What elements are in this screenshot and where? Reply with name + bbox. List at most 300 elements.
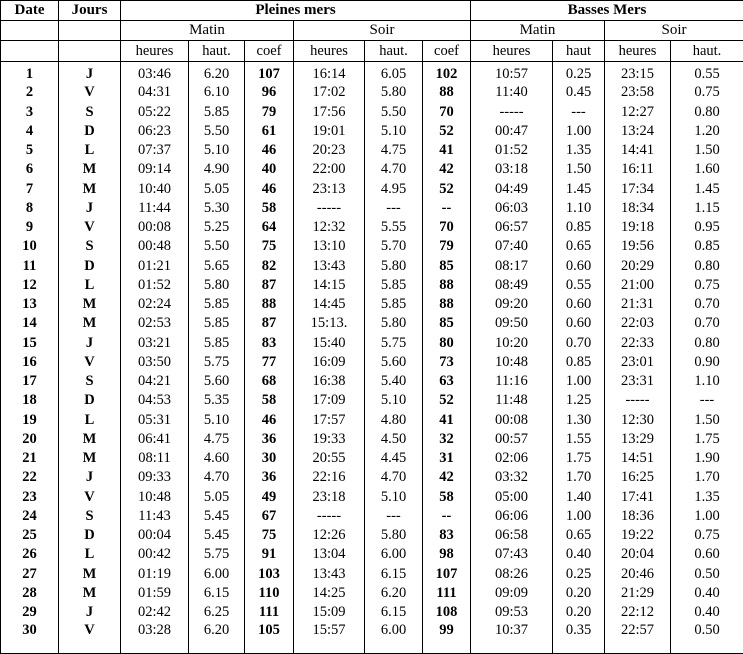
cell-pm-matin-coef: 77	[245, 353, 294, 372]
cell-pm-matin-heures: 02:42	[121, 603, 189, 622]
cell-pm-soir-haut: 5.50	[365, 103, 423, 122]
cell-bm-matin-haut: 1.40	[553, 488, 605, 507]
cell-pm-matin-coef: 110	[245, 584, 294, 603]
cell-bm-soir-haut: 1.20	[671, 122, 743, 141]
header-pm-matin: Matin	[121, 21, 294, 41]
cell-pm-matin-heures: 04:31	[121, 83, 189, 102]
cell-pm-matin-haut: 6.10	[189, 83, 245, 102]
cell-pm-soir-coef: 88	[423, 83, 471, 102]
cell-date: 8	[1, 199, 59, 218]
cell-bm-soir-haut: 1.50	[671, 141, 743, 160]
cell-pm-matin-heures: 00:08	[121, 218, 189, 237]
cell-bm-soir-haut: 1.10	[671, 372, 743, 391]
cell-bm-soir-heures: 23:31	[605, 372, 671, 391]
cell-jour: J	[59, 603, 121, 622]
cell-pm-soir-coef: 73	[423, 353, 471, 372]
cell-pm-matin-coef: 75	[245, 526, 294, 545]
cell-bm-matin-heures: 08:17	[471, 257, 553, 276]
cell-jour: V	[59, 353, 121, 372]
table-row	[1, 199, 743, 218]
cell-pm-matin-coef: 36	[245, 430, 294, 449]
cell-pm-soir-coef: 111	[423, 584, 471, 603]
cell-bm-matin-haut: 0.55	[553, 276, 605, 295]
cell-pm-soir-haut: 6.15	[365, 565, 423, 584]
cell-bm-matin-haut: 1.35	[553, 141, 605, 160]
cell-bm-soir-heures: 17:34	[605, 180, 671, 199]
cell-pm-matin-heures: 04:21	[121, 372, 189, 391]
cell-bm-soir-haut: 0.75	[671, 83, 743, 102]
table-row	[1, 103, 743, 122]
cell-bm-matin-haut: 0.20	[553, 584, 605, 603]
cell-bm-soir-haut: 1.60	[671, 160, 743, 179]
table-row	[1, 218, 743, 237]
cell-pm-matin-haut: 5.85	[189, 295, 245, 314]
header-date-blank	[1, 21, 59, 41]
cell-pm-matin-heures: 01:59	[121, 584, 189, 603]
cell-pm-matin-haut: 4.60	[189, 449, 245, 468]
cell-bm-soir-haut: 0.60	[671, 545, 743, 564]
cell-bm-soir-heures: 16:11	[605, 160, 671, 179]
cell-pm-matin-haut: 6.20	[189, 622, 245, 653]
table-row	[1, 411, 743, 430]
cell-pm-soir-coef: --	[423, 507, 471, 526]
cell-bm-matin-haut: 1.00	[553, 372, 605, 391]
cell-bm-matin-heures: 08:49	[471, 276, 553, 295]
cell-pm-matin-heures: 08:11	[121, 449, 189, 468]
cell-pm-matin-haut: 5.80	[189, 276, 245, 295]
cell-jour: S	[59, 237, 121, 256]
cell-jour: M	[59, 314, 121, 333]
cell-pm-soir-heures: 13:43	[294, 257, 365, 276]
cell-bm-soir-heures: 22:12	[605, 603, 671, 622]
cell-date: 22	[1, 468, 59, 487]
cell-date: 2	[1, 83, 59, 102]
cell-pm-soir-heures: 16:38	[294, 372, 365, 391]
cell-bm-matin-haut: 0.60	[553, 295, 605, 314]
cell-pm-soir-coef: 83	[423, 526, 471, 545]
cell-pm-matin-coef: 46	[245, 411, 294, 430]
cell-pm-soir-heures: 22:00	[294, 160, 365, 179]
cell-pm-soir-heures: 12:32	[294, 218, 365, 237]
table-row	[1, 334, 743, 353]
cell-pm-matin-coef: 61	[245, 122, 294, 141]
cell-bm-matin-haut: 0.65	[553, 237, 605, 256]
cell-bm-matin-heures: 10:20	[471, 334, 553, 353]
cell-pm-matin-haut: 5.85	[189, 103, 245, 122]
cell-pm-matin-coef: 67	[245, 507, 294, 526]
cell-pm-soir-haut: 5.75	[365, 334, 423, 353]
cell-pm-soir-haut: 5.10	[365, 122, 423, 141]
cell-pm-soir-haut: ---	[365, 199, 423, 218]
cell-pm-soir-haut: 5.10	[365, 488, 423, 507]
cell-pm-soir-heures: 14:15	[294, 276, 365, 295]
cell-pm-soir-coef: 52	[423, 180, 471, 199]
table-row	[1, 276, 743, 295]
cell-pm-matin-haut: 6.25	[189, 603, 245, 622]
cell-pm-matin-coef: 88	[245, 295, 294, 314]
cell-pm-soir-haut: 6.00	[365, 545, 423, 564]
cell-bm-soir-haut: 0.70	[671, 314, 743, 333]
cell-jour: S	[59, 507, 121, 526]
header-basses-mers: Basses Mers	[471, 1, 743, 21]
cell-bm-matin-heures: -----	[471, 103, 553, 122]
cell-date: 18	[1, 391, 59, 410]
cell-bm-matin-heures: 03:32	[471, 468, 553, 487]
cell-pm-matin-coef: 49	[245, 488, 294, 507]
cell-jour: J	[59, 468, 121, 487]
cell-pm-matin-haut: 5.85	[189, 314, 245, 333]
cell-bm-matin-heures: 06:06	[471, 507, 553, 526]
cell-pm-matin-heures: 03:50	[121, 353, 189, 372]
table-row	[1, 468, 743, 487]
cell-pm-soir-heures: 15:09	[294, 603, 365, 622]
cell-pm-soir-heures: 13:10	[294, 237, 365, 256]
cell-bm-matin-haut: 1.70	[553, 468, 605, 487]
table-row	[1, 430, 743, 449]
cell-pm-matin-coef: 107	[245, 62, 294, 84]
cell-pm-soir-coef: 107	[423, 565, 471, 584]
cell-bm-soir-heures: 19:22	[605, 526, 671, 545]
cell-pm-soir-coef: 42	[423, 160, 471, 179]
header-date: Date	[1, 1, 59, 21]
cell-pm-matin-heures: 05:31	[121, 411, 189, 430]
col-pm-matin-heures: heures	[121, 41, 189, 62]
cell-bm-soir-haut: 0.80	[671, 334, 743, 353]
cell-pm-matin-coef: 75	[245, 237, 294, 256]
cell-pm-matin-heures: 04:53	[121, 391, 189, 410]
cell-bm-matin-haut: 0.20	[553, 603, 605, 622]
cell-bm-soir-heures: 16:25	[605, 468, 671, 487]
cell-date: 27	[1, 565, 59, 584]
cell-jour: J	[59, 62, 121, 84]
table-header	[1, 1, 743, 62]
cell-pm-matin-heures: 01:19	[121, 565, 189, 584]
cell-bm-soir-heures: 17:41	[605, 488, 671, 507]
cell-date: 21	[1, 449, 59, 468]
table-row	[1, 622, 743, 653]
cell-bm-matin-heures: 03:18	[471, 160, 553, 179]
cell-pm-matin-heures: 03:21	[121, 334, 189, 353]
cell-date: 20	[1, 430, 59, 449]
cell-pm-soir-haut: 4.95	[365, 180, 423, 199]
cell-bm-matin-heures: 06:58	[471, 526, 553, 545]
cell-jour: J	[59, 334, 121, 353]
cell-bm-matin-heures: 11:40	[471, 83, 553, 102]
cell-pm-soir-haut: 5.10	[365, 391, 423, 410]
table-row	[1, 507, 743, 526]
col-bm-soir-heures: heures	[605, 41, 671, 62]
cell-pm-soir-coef: 88	[423, 276, 471, 295]
col-bm-soir-haut: haut.	[671, 41, 743, 62]
cell-bm-soir-haut: 1.50	[671, 411, 743, 430]
cell-pm-matin-haut: 6.20	[189, 62, 245, 84]
cell-bm-soir-haut: 1.75	[671, 430, 743, 449]
header-date-blank-2	[1, 41, 59, 62]
cell-bm-soir-heures: 23:01	[605, 353, 671, 372]
cell-jour: M	[59, 565, 121, 584]
cell-jour: M	[59, 584, 121, 603]
cell-pm-soir-haut: 5.85	[365, 295, 423, 314]
cell-pm-matin-haut: 4.75	[189, 430, 245, 449]
cell-jour: M	[59, 295, 121, 314]
cell-bm-matin-heures: 02:06	[471, 449, 553, 468]
cell-pm-soir-coef: 108	[423, 603, 471, 622]
cell-pm-matin-haut: 5.05	[189, 180, 245, 199]
cell-pm-soir-heures: -----	[294, 507, 365, 526]
cell-pm-matin-haut: 5.10	[189, 411, 245, 430]
cell-bm-soir-haut: 1.00	[671, 507, 743, 526]
cell-bm-soir-haut: 0.40	[671, 584, 743, 603]
cell-pm-soir-haut: 5.80	[365, 257, 423, 276]
cell-pm-matin-coef: 91	[245, 545, 294, 564]
col-pm-matin-haut: haut.	[189, 41, 245, 62]
table-row	[1, 237, 743, 256]
cell-pm-soir-coef: 88	[423, 295, 471, 314]
header-pleines-mers: Pleines mers	[121, 1, 471, 21]
cell-pm-soir-heures: -----	[294, 199, 365, 218]
cell-bm-soir-haut: 0.40	[671, 603, 743, 622]
cell-bm-soir-heures: 12:27	[605, 103, 671, 122]
cell-bm-matin-haut: 0.60	[553, 257, 605, 276]
cell-bm-matin-heures: 00:47	[471, 122, 553, 141]
cell-bm-soir-heures: 19:18	[605, 218, 671, 237]
cell-bm-matin-haut: 0.70	[553, 334, 605, 353]
col-bm-matin-haut: haut	[553, 41, 605, 62]
cell-bm-soir-haut: 0.80	[671, 103, 743, 122]
cell-pm-matin-coef: 58	[245, 391, 294, 410]
cell-date: 15	[1, 334, 59, 353]
cell-bm-matin-heures: 07:40	[471, 237, 553, 256]
cell-date: 11	[1, 257, 59, 276]
cell-bm-soir-heures: 23:15	[605, 62, 671, 84]
cell-pm-soir-coef: 31	[423, 449, 471, 468]
cell-bm-soir-heures: 20:29	[605, 257, 671, 276]
table-row	[1, 353, 743, 372]
cell-jour: M	[59, 430, 121, 449]
cell-pm-soir-heures: 23:13	[294, 180, 365, 199]
cell-pm-matin-heures: 10:40	[121, 180, 189, 199]
table-body	[1, 62, 743, 654]
cell-pm-matin-haut: 5.50	[189, 122, 245, 141]
cell-pm-matin-heures: 09:14	[121, 160, 189, 179]
table-row	[1, 488, 743, 507]
cell-pm-soir-heures: 15:40	[294, 334, 365, 353]
cell-date: 10	[1, 237, 59, 256]
cell-bm-matin-heures: 05:00	[471, 488, 553, 507]
cell-pm-matin-heures: 07:37	[121, 141, 189, 160]
cell-bm-matin-heures: 07:43	[471, 545, 553, 564]
table-row	[1, 391, 743, 410]
cell-bm-matin-haut: 1.50	[553, 160, 605, 179]
cell-pm-soir-coef: 85	[423, 314, 471, 333]
cell-pm-soir-heures: 12:26	[294, 526, 365, 545]
cell-date: 14	[1, 314, 59, 333]
table-row	[1, 584, 743, 603]
cell-pm-matin-haut: 5.10	[189, 141, 245, 160]
cell-bm-soir-haut: 0.50	[671, 622, 743, 653]
col-pm-soir-haut: haut.	[365, 41, 423, 62]
cell-pm-soir-heures: 17:02	[294, 83, 365, 102]
table-row	[1, 372, 743, 391]
cell-pm-soir-heures: 16:09	[294, 353, 365, 372]
cell-jour: L	[59, 141, 121, 160]
cell-pm-matin-coef: 87	[245, 314, 294, 333]
cell-jour: V	[59, 218, 121, 237]
cell-pm-soir-haut: ---	[365, 507, 423, 526]
cell-pm-soir-heures: 19:33	[294, 430, 365, 449]
cell-bm-matin-heures: 06:03	[471, 199, 553, 218]
cell-bm-soir-haut: 1.70	[671, 468, 743, 487]
cell-bm-soir-heures: 18:34	[605, 199, 671, 218]
cell-jour: M	[59, 449, 121, 468]
cell-pm-soir-haut: 5.60	[365, 353, 423, 372]
cell-date: 5	[1, 141, 59, 160]
cell-pm-matin-heures: 01:21	[121, 257, 189, 276]
cell-pm-soir-heures: 14:25	[294, 584, 365, 603]
cell-bm-soir-heures: 22:57	[605, 622, 671, 653]
cell-pm-soir-heures: 14:45	[294, 295, 365, 314]
cell-pm-matin-heures: 02:24	[121, 295, 189, 314]
cell-bm-soir-heures: 20:46	[605, 565, 671, 584]
cell-pm-matin-haut: 5.25	[189, 218, 245, 237]
cell-pm-soir-haut: 5.80	[365, 83, 423, 102]
cell-jour: V	[59, 488, 121, 507]
cell-pm-soir-haut: 5.80	[365, 314, 423, 333]
cell-pm-matin-haut: 5.05	[189, 488, 245, 507]
cell-bm-soir-haut: 0.80	[671, 257, 743, 276]
table-row	[1, 257, 743, 276]
cell-bm-matin-haut: 0.85	[553, 353, 605, 372]
cell-bm-matin-haut: 1.55	[553, 430, 605, 449]
cell-bm-matin-heures: 00:57	[471, 430, 553, 449]
cell-bm-soir-haut: 1.45	[671, 180, 743, 199]
cell-bm-matin-haut: ---	[553, 103, 605, 122]
cell-pm-soir-haut: 4.75	[365, 141, 423, 160]
cell-date: 26	[1, 545, 59, 564]
cell-pm-matin-haut: 4.70	[189, 468, 245, 487]
cell-pm-soir-heures: 19:01	[294, 122, 365, 141]
cell-jour: L	[59, 545, 121, 564]
table-row	[1, 160, 743, 179]
cell-bm-matin-haut: 0.25	[553, 62, 605, 84]
cell-bm-matin-heures: 09:09	[471, 584, 553, 603]
cell-pm-soir-coef: 52	[423, 391, 471, 410]
cell-pm-soir-coef: 102	[423, 62, 471, 84]
cell-bm-matin-haut: 0.40	[553, 545, 605, 564]
cell-pm-matin-haut: 5.35	[189, 391, 245, 410]
cell-bm-matin-heures: 10:57	[471, 62, 553, 84]
table-row	[1, 526, 743, 545]
cell-date: 12	[1, 276, 59, 295]
cell-pm-soir-heures: 20:23	[294, 141, 365, 160]
cell-date: 9	[1, 218, 59, 237]
cell-pm-soir-heures: 22:16	[294, 468, 365, 487]
cell-bm-soir-heures: 22:33	[605, 334, 671, 353]
cell-pm-soir-coef: 32	[423, 430, 471, 449]
cell-pm-soir-heures: 13:04	[294, 545, 365, 564]
cell-pm-soir-heures: 23:18	[294, 488, 365, 507]
cell-pm-matin-coef: 79	[245, 103, 294, 122]
cell-pm-matin-heures: 11:43	[121, 507, 189, 526]
cell-bm-soir-heures: 13:29	[605, 430, 671, 449]
cell-bm-matin-heures: 00:08	[471, 411, 553, 430]
cell-date: 24	[1, 507, 59, 526]
cell-date: 1	[1, 62, 59, 84]
cell-bm-soir-heures: 13:24	[605, 122, 671, 141]
cell-bm-soir-heures: 19:56	[605, 237, 671, 256]
cell-pm-matin-haut: 5.65	[189, 257, 245, 276]
cell-bm-soir-heures: 23:58	[605, 83, 671, 102]
cell-pm-matin-coef: 82	[245, 257, 294, 276]
cell-bm-matin-heures: 01:52	[471, 141, 553, 160]
cell-pm-matin-heures: 03:46	[121, 62, 189, 84]
col-pm-matin-coef: coef	[245, 41, 294, 62]
cell-pm-matin-heures: 01:52	[121, 276, 189, 295]
cell-pm-matin-haut: 6.15	[189, 584, 245, 603]
cell-pm-matin-coef: 64	[245, 218, 294, 237]
cell-pm-matin-heures: 02:53	[121, 314, 189, 333]
cell-pm-matin-heures: 06:41	[121, 430, 189, 449]
cell-bm-soir-heures: -----	[605, 391, 671, 410]
cell-jour: V	[59, 83, 121, 102]
cell-pm-soir-coef: 98	[423, 545, 471, 564]
cell-bm-soir-haut: 0.85	[671, 237, 743, 256]
cell-pm-soir-heures: 16:14	[294, 62, 365, 84]
cell-bm-soir-haut: 0.75	[671, 526, 743, 545]
cell-bm-soir-heures: 22:03	[605, 314, 671, 333]
header-bm-soir: Soir	[605, 21, 743, 41]
cell-pm-soir-heures: 15:13.	[294, 314, 365, 333]
table-row	[1, 180, 743, 199]
cell-pm-soir-haut: 5.55	[365, 218, 423, 237]
cell-pm-soir-haut: 4.45	[365, 449, 423, 468]
header-jours-blank-2	[59, 41, 121, 62]
cell-bm-matin-heures: 09:20	[471, 295, 553, 314]
cell-pm-matin-coef: 30	[245, 449, 294, 468]
cell-jour: M	[59, 160, 121, 179]
cell-pm-soir-coef: 80	[423, 334, 471, 353]
table-row	[1, 62, 743, 84]
cell-pm-soir-coef: 70	[423, 103, 471, 122]
cell-bm-matin-heures: 06:57	[471, 218, 553, 237]
cell-date: 16	[1, 353, 59, 372]
header-bm-matin: Matin	[471, 21, 605, 41]
cell-pm-matin-haut: 5.85	[189, 334, 245, 353]
cell-pm-matin-coef: 111	[245, 603, 294, 622]
cell-jour: D	[59, 391, 121, 410]
cell-pm-matin-haut: 5.75	[189, 545, 245, 564]
cell-pm-matin-heures: 09:33	[121, 468, 189, 487]
cell-pm-matin-coef: 103	[245, 565, 294, 584]
cell-pm-soir-heures: 17:09	[294, 391, 365, 410]
cell-bm-soir-heures: 21:00	[605, 276, 671, 295]
cell-date: 23	[1, 488, 59, 507]
cell-pm-soir-haut: 5.80	[365, 526, 423, 545]
cell-jour: J	[59, 199, 121, 218]
cell-pm-soir-haut: 5.85	[365, 276, 423, 295]
cell-bm-soir-haut: 1.90	[671, 449, 743, 468]
cell-date: 4	[1, 122, 59, 141]
table-row	[1, 449, 743, 468]
cell-bm-matin-haut: 1.30	[553, 411, 605, 430]
cell-pm-matin-coef: 46	[245, 180, 294, 199]
cell-date: 25	[1, 526, 59, 545]
cell-bm-soir-heures: 20:04	[605, 545, 671, 564]
cell-pm-soir-coef: 85	[423, 257, 471, 276]
cell-date: 19	[1, 411, 59, 430]
cell-bm-soir-haut: 0.70	[671, 295, 743, 314]
cell-pm-matin-haut: 5.75	[189, 353, 245, 372]
